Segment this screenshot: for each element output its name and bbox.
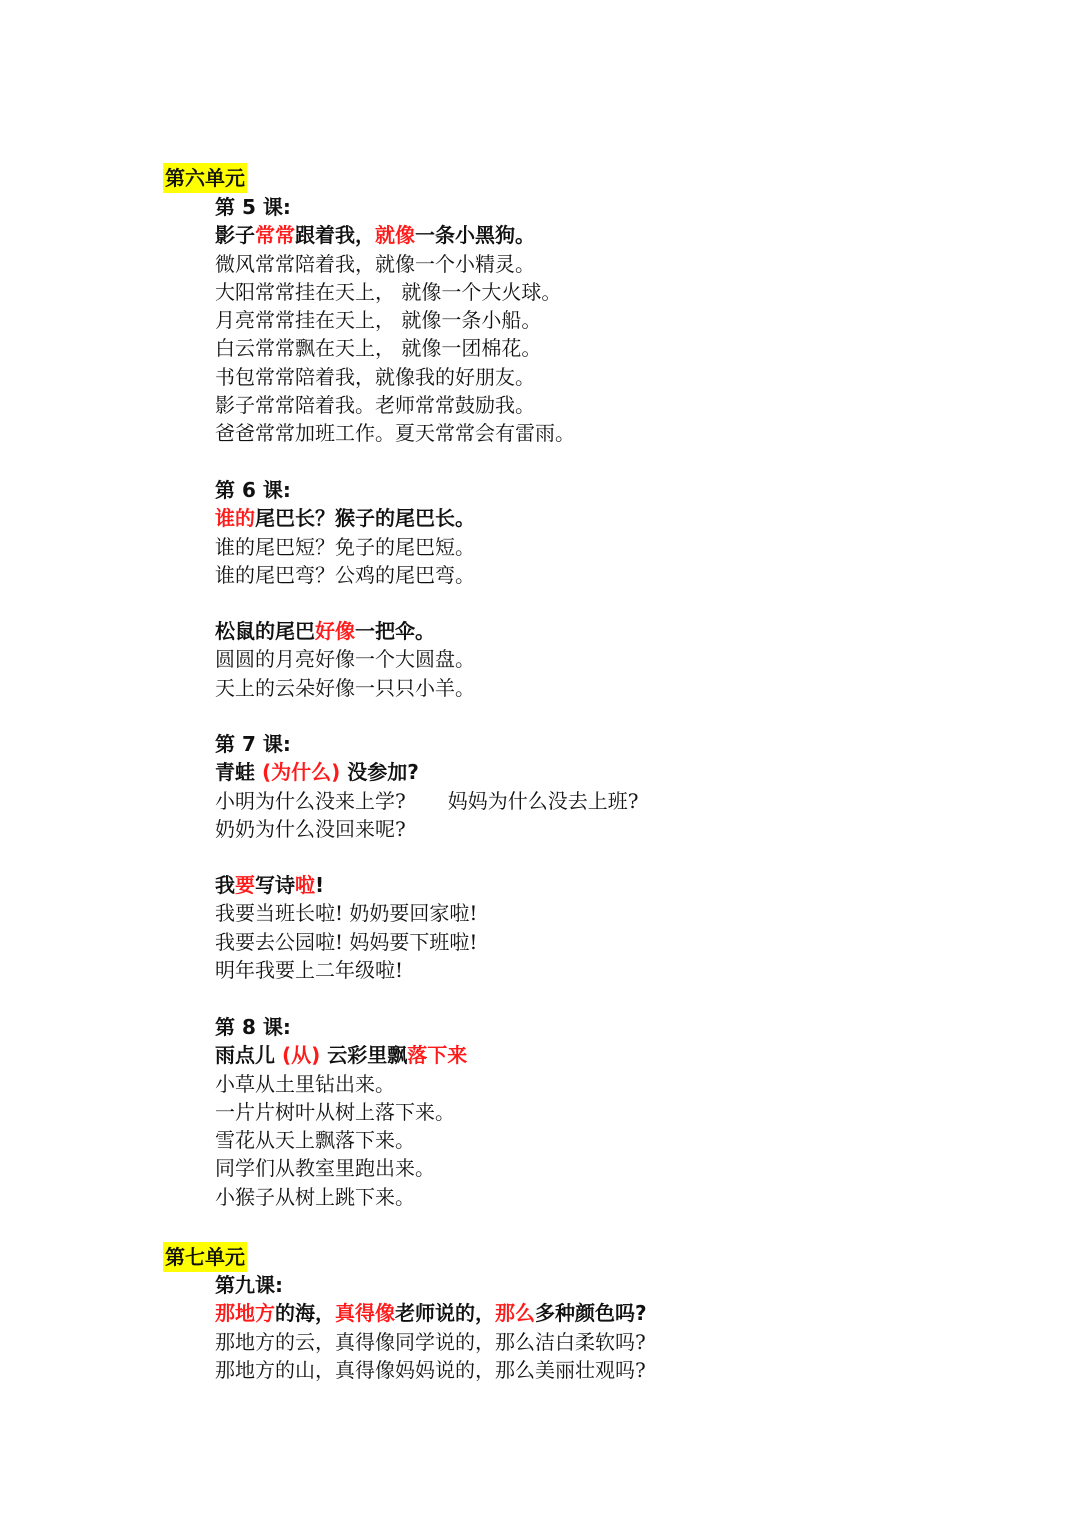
lesson-7-key-sentence-2 [215, 871, 995, 899]
example-line: 谁的尾巴短？免子的尾巴短。 [215, 534, 475, 559]
key-part: 松鼠的尾巴 [215, 619, 315, 643]
key-highlight: (为什么) [261, 760, 341, 785]
example-line: 大阳常常挂在天上， 就像一个大火球。 [215, 279, 562, 304]
lesson-5-block [215, 193, 995, 448]
lesson-8-title: 第 8 课: [215, 1015, 291, 1039]
key-part: 雨点儿 [215, 1043, 282, 1068]
example-line: 书包常常陪着我，就像我的好朋友。 [215, 364, 535, 389]
example-line: 月亮常常挂在天上， 就像一条小船。 [215, 308, 542, 333]
lesson-6-key-sentence-2 [215, 617, 995, 645]
lesson-6-block [215, 476, 995, 589]
key-highlight: 那地方 [215, 1301, 275, 1326]
key-part: 一把伞。 [355, 619, 435, 643]
key-part: 尾巴长？猴子的尾巴长。 [255, 506, 475, 531]
key-part: 云彩里飘 [320, 1043, 408, 1068]
key-part: 的海， [275, 1301, 335, 1326]
example-line: 天上的云朵好像一只只小羊。 [215, 675, 475, 700]
key-part: 一条小黑狗。 [415, 223, 535, 248]
key-highlight: 就像 [375, 223, 415, 248]
key-part: 没参加? [340, 760, 419, 785]
lesson-9-title: 第九课: [215, 1273, 283, 1297]
example-line: 奶奶为什么没回来呢? [215, 816, 406, 841]
lesson-6-block-2 [215, 617, 995, 702]
example-line: 我要当班长啦! 奶奶要回家啦! [215, 901, 478, 926]
key-part: 多种颜色吗? [535, 1301, 647, 1326]
example-line: 一片片树叶从树上落下来。 [215, 1099, 455, 1124]
example-line: 谁的尾巴弯？公鸡的尾巴弯。 [215, 562, 475, 587]
example-line: 同学们从教室里跑出来。 [215, 1156, 435, 1181]
key-highlight: 谁的 [215, 506, 255, 531]
example-line: 白云常常飘在天上， 就像一团棉花。 [215, 336, 542, 361]
lesson-7-block [215, 730, 995, 843]
example-line: 影子常常陪着我。老师常常鼓励我。 [215, 393, 535, 418]
lesson-6-title: 第 6 课: [215, 478, 291, 502]
key-highlight: 落下来 [407, 1043, 468, 1068]
lesson-7-key-sentence-1 [215, 758, 995, 786]
key-highlight: 好像 [315, 619, 355, 643]
unit-title-7: 第七单元 [163, 1242, 247, 1272]
lesson-6-key-sentence-1 [215, 504, 995, 532]
example-line: 爸爸常常加班工作。夏天常常会有雷雨。 [215, 421, 575, 446]
example-line: 圆圆的月亮好像一个大圆盘。 [215, 647, 475, 672]
key-highlight: 那么 [495, 1301, 535, 1326]
key-highlight: 啦 [295, 873, 315, 897]
key-highlight: (从) [281, 1043, 321, 1068]
lesson-7-title: 第 7 课: [215, 732, 291, 756]
example-line: 雪花从天上飘落下来。 [215, 1128, 415, 1153]
lesson-9-key-sentence [215, 1299, 995, 1327]
example-line: 那地方的云，真得像同学说的，那么洁白柔软吗? [215, 1329, 646, 1354]
example-line: 小猴子从树上跳下来。 [215, 1184, 415, 1209]
example-part: 妈妈为什么没去上班? [447, 788, 639, 813]
key-highlight: 常常 [255, 223, 295, 248]
key-part: ! [315, 873, 325, 897]
key-part: 影子 [215, 223, 255, 248]
key-part: 青蛙 [215, 760, 262, 785]
lesson-8-key-sentence [215, 1041, 995, 1069]
lesson-7-block-2 [215, 871, 995, 984]
example-line [215, 787, 995, 815]
lesson-8-block [215, 1013, 995, 1211]
lesson-5-key-sentence [215, 221, 995, 249]
example-line: 微风常常陪着我，就像一个小精灵。 [215, 251, 535, 276]
example-part: 小明为什么没来上学? [215, 788, 406, 813]
key-part: 写诗 [255, 873, 295, 897]
example-line: 明年我要上二年级啦! [215, 957, 404, 982]
lesson-5-title: 第 5 课: [215, 195, 291, 219]
example-line: 我要去公园啦! 妈妈要下班啦! [215, 929, 478, 954]
example-line: 小草从土里钻出来。 [215, 1071, 395, 1096]
key-highlight: 真得像 [335, 1301, 395, 1326]
lesson-9-block [215, 1271, 995, 1384]
key-highlight: 要 [235, 873, 255, 897]
unit-title-6: 第六单元 [163, 163, 247, 193]
key-part: 我 [215, 873, 235, 897]
key-part: 老师说的， [395, 1301, 495, 1326]
key-part: 跟着我， [295, 223, 375, 248]
example-line: 那地方的山，真得像妈妈说的，那么美丽壮观吗? [215, 1357, 646, 1382]
